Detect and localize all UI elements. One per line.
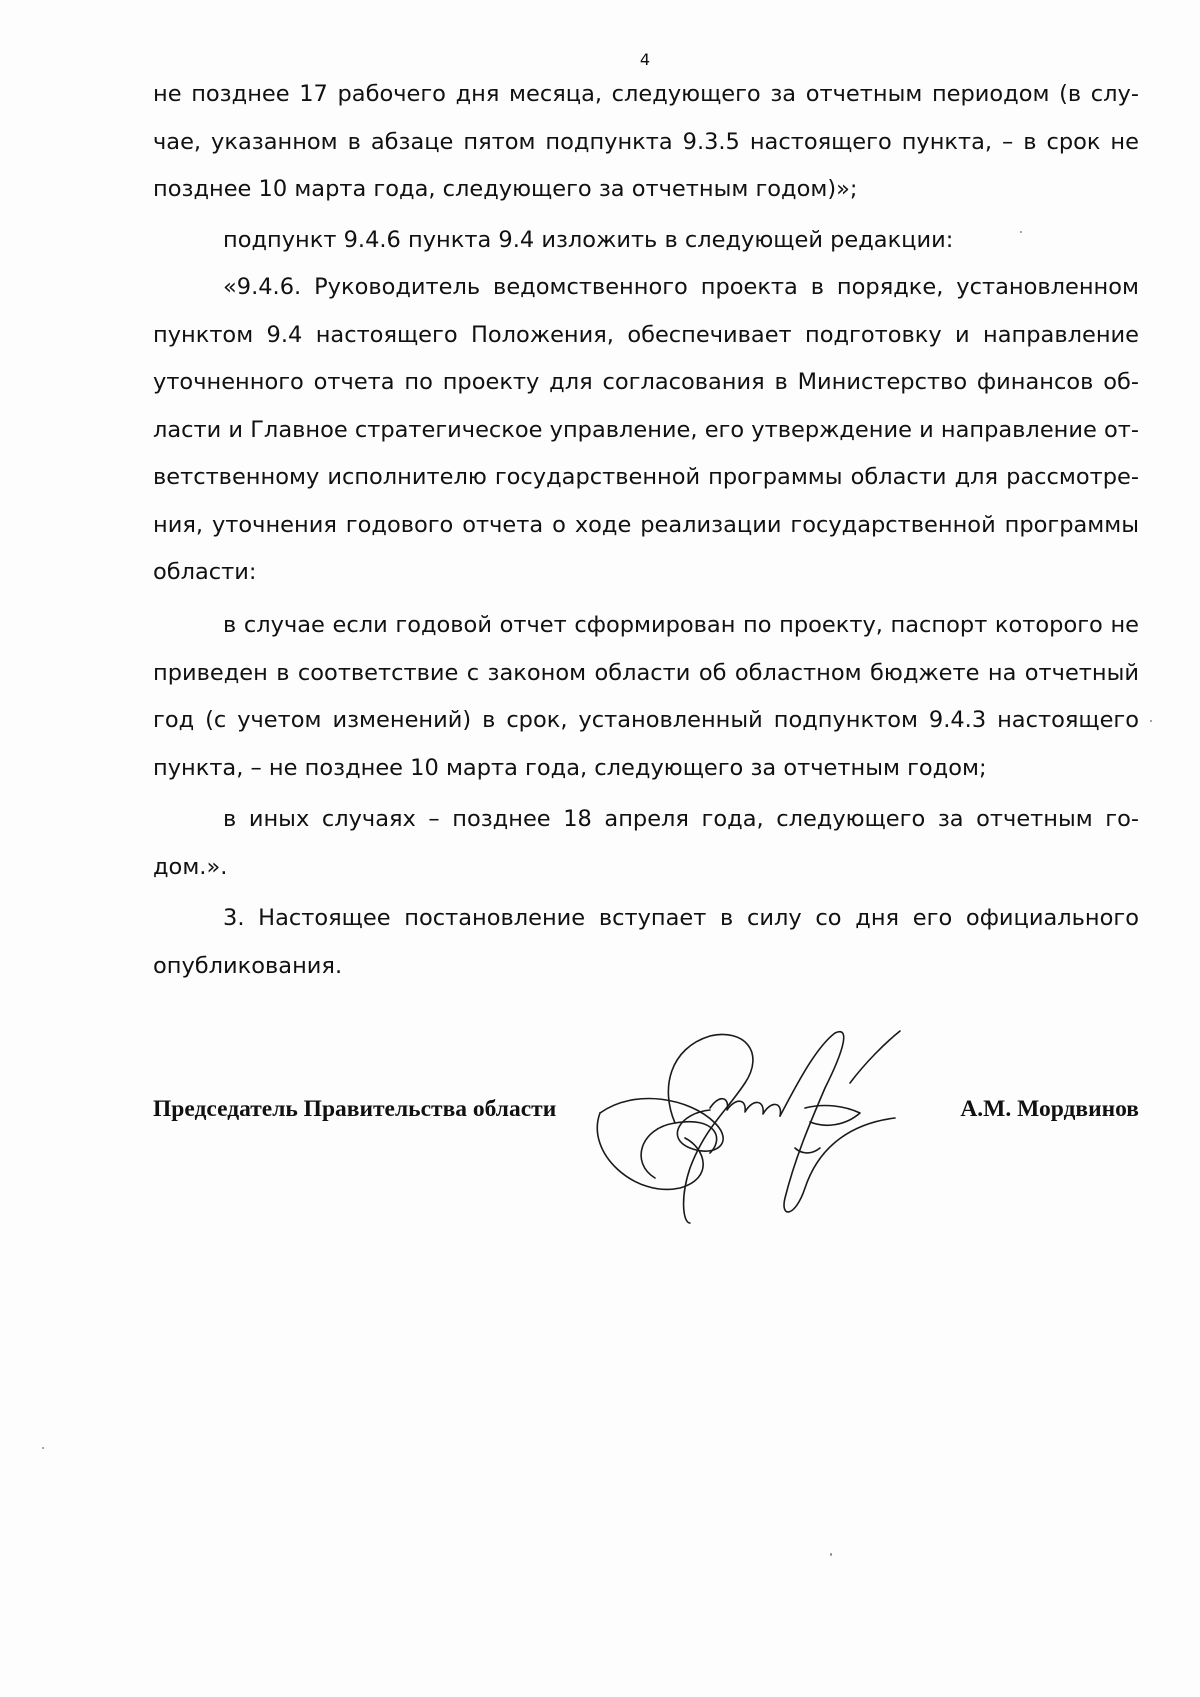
text-line: в случае если годовой отчет сформирован по проекту, паспорт которого не: [223, 612, 1139, 638]
page-number: 4: [639, 50, 651, 69]
text-line: ния, уточнения годового отчета о ходе реализации государственной программы: [153, 512, 1139, 538]
text-line: подпункт 9.4.6 пункта 9.4 изложить в следующей редакции:: [223, 227, 954, 253]
text-line: чае, указанном в абзаце пятом подпункта 9.3.5 настоящего пункта, – в срок не: [153, 129, 1139, 155]
handwritten-signature: [595, 1028, 935, 1228]
signatory-title: Председатель Правительства области: [153, 1096, 557, 1122]
scan-speck: [42, 1447, 44, 1449]
text-line: пунктом 9.4 настоящего Положения, обеспечивает подготовку и направление: [153, 322, 1139, 348]
text-line: ветственному исполнителю государственной программы области для рассмотре-: [153, 464, 1139, 490]
text-line: не позднее 17 рабочего дня месяца, следующего за отчетным периодом (в слу-: [153, 81, 1139, 107]
text-line: «9.4.6. Руководитель ведомственного проекта в порядке, установленном: [223, 274, 1139, 300]
signatory-name: А.М. Мордвинов: [960, 1096, 1139, 1122]
text-line: позднее 10 марта года, следующего за отчетным годом)»;: [153, 176, 858, 202]
text-line: уточненного отчета по проекту для согласования в Министерство финансов об-: [153, 369, 1139, 395]
text-line: пункта, – не позднее 10 марта года, следующего за отчетным годом;: [153, 755, 987, 781]
text-line: год (с учетом изменений) в срок, установленный подпунктом 9.4.3 настоящего: [153, 707, 1139, 733]
scan-speck: [1150, 720, 1152, 722]
text-line: в иных случаях – позднее 18 апреля года, следующего за отчетным го-: [223, 806, 1139, 832]
text-line: области:: [153, 559, 257, 585]
scan-speck: [830, 1553, 832, 1556]
text-line: опубликования.: [153, 953, 343, 979]
scan-speck: [1020, 231, 1022, 233]
text-line: ласти и Главное стратегическое управление, его утверждение и направление от-: [153, 417, 1139, 443]
text-line: приведен в соответствие с законом области об областном бюджете на отчетный: [153, 660, 1139, 686]
text-line: 3. Настоящее постановление вступает в силу со дня его официального: [223, 905, 1139, 931]
text-line: дом.».: [153, 854, 228, 880]
